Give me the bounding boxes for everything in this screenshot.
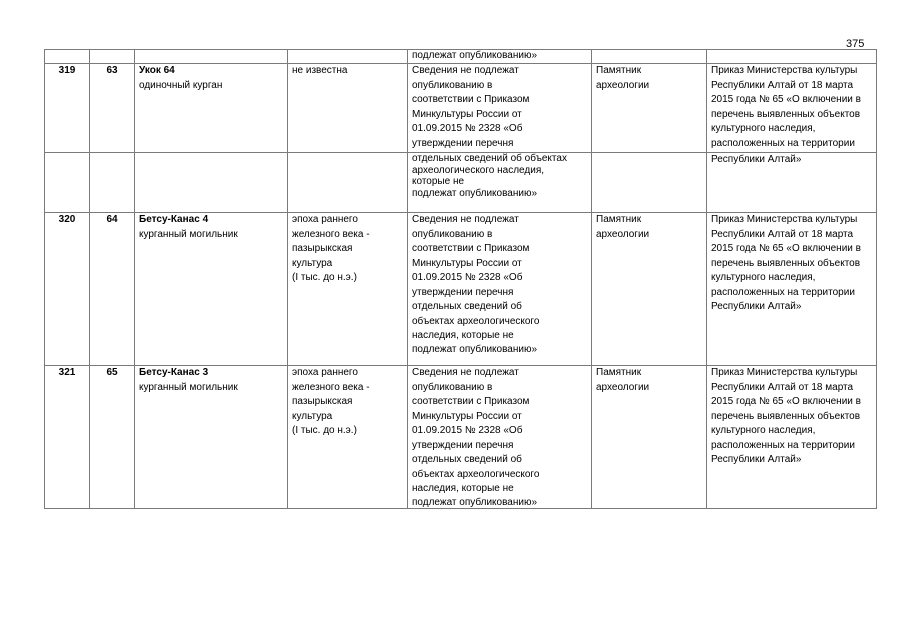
info-cell bbox=[408, 64, 592, 153]
reg-no-cell bbox=[45, 64, 90, 153]
object-name: Бетсу-Канас 4 bbox=[139, 214, 209, 225]
info-text-tail: подлежат опубликованию» bbox=[412, 343, 538, 355]
local-no-cell bbox=[90, 366, 135, 509]
carry-over-row bbox=[45, 50, 877, 64]
reg-no-cell bbox=[45, 213, 90, 366]
name-cell bbox=[135, 366, 288, 509]
reg-no-cell bbox=[45, 50, 90, 64]
local-no: 65 bbox=[106, 367, 118, 378]
reg-no: 320 bbox=[58, 214, 76, 225]
document-cell bbox=[707, 366, 877, 509]
name-cell bbox=[135, 153, 288, 213]
dating-cell bbox=[288, 213, 408, 366]
dating-text: эпоха раннего железного века - пазырыкская культура (I тыс. до н.э.) bbox=[292, 214, 370, 283]
local-no: 64 bbox=[106, 214, 118, 225]
table-row bbox=[45, 213, 877, 366]
info-text: Сведения не подлежат опубликованию в соответствии с Приказом Минкультуры России от 01.09.2015 № 2328 «Об утверждении перечня отдельных сведений об объектах археологического наследия, которые не bbox=[412, 367, 540, 494]
local-no-cell bbox=[90, 213, 135, 366]
dating-cell bbox=[288, 153, 408, 213]
info-cell bbox=[408, 366, 592, 509]
reg-no-cell bbox=[45, 366, 90, 509]
document-cell bbox=[707, 64, 877, 153]
info-text-tail: подлежат опубликованию» bbox=[412, 496, 538, 508]
object-name: Укок 64 bbox=[139, 65, 175, 76]
local-no: 63 bbox=[106, 65, 118, 76]
category-cell bbox=[592, 213, 707, 366]
heritage-registry-table bbox=[44, 49, 877, 509]
document-cell bbox=[707, 213, 877, 366]
local-no-cell bbox=[90, 64, 135, 153]
dating-text: не известна bbox=[292, 65, 348, 76]
local-no-cell bbox=[90, 50, 135, 64]
info-cell bbox=[408, 213, 592, 366]
document-text: Приказ Министерства культуры Республики Алтай от 18 марта 2015 года № 65 «О включении в перечень выявленных объектов культурного наследия, расположенных на территории bbox=[711, 65, 861, 149]
document-cell bbox=[707, 50, 877, 64]
table-row bbox=[45, 366, 877, 509]
dating-text: эпоха раннего железного века - пазырыкская культура (I тыс. до н.э.) bbox=[292, 367, 370, 436]
info-cell bbox=[408, 153, 592, 213]
name-cell bbox=[135, 213, 288, 366]
object-kind: одиночный курган bbox=[139, 79, 223, 91]
document-text: Приказ Министерства культуры Республики Алтай от 18 марта 2015 года № 65 «О включении в перечень выявленных объектов культурного наследия, расположенных на территории Республики Алтай» bbox=[711, 214, 861, 312]
reg-no: 321 bbox=[58, 367, 76, 378]
info-text: подлежат опубликованию» bbox=[412, 50, 538, 61]
info-text: отдельных сведений об объектах археологического наследия, которые не подлежат опубликованию» bbox=[412, 153, 567, 199]
page-number: 375 bbox=[846, 38, 865, 50]
object-kind: курганный могильник bbox=[139, 381, 238, 393]
table-row-continuation bbox=[45, 153, 877, 213]
category-text: Памятник археологии bbox=[596, 214, 650, 240]
category-text: Памятник археологии bbox=[596, 65, 650, 91]
info-cell bbox=[408, 50, 592, 64]
reg-no: 319 bbox=[58, 65, 76, 76]
info-text: Сведения не подлежат опубликованию в соответствии с Приказом Минкультуры России от 01.09.2015 № 2328 «Об утверждении перечня отдельных сведений об объектах археологического наследия, которые не bbox=[412, 214, 540, 341]
document-text: Республики Алтай» bbox=[711, 154, 802, 165]
category-cell bbox=[592, 64, 707, 153]
name-cell bbox=[135, 64, 288, 153]
dating-cell bbox=[288, 366, 408, 509]
reg-no-cell bbox=[45, 153, 90, 213]
category-cell bbox=[592, 153, 707, 213]
dating-cell bbox=[288, 64, 408, 153]
dating-cell bbox=[288, 50, 408, 64]
object-kind: курганный могильник bbox=[139, 228, 238, 240]
document-text: Приказ Министерства культуры Республики Алтай от 18 марта 2015 года № 65 «О включении в перечень выявленных объектов культурного наследия, расположенных на территории Республики Алтай» bbox=[711, 367, 861, 465]
name-cell bbox=[135, 50, 288, 64]
local-no-cell bbox=[90, 153, 135, 213]
table-row bbox=[45, 64, 877, 153]
info-text: Сведения не подлежат опубликованию в соответствии с Приказом Минкультуры России от 01.09.2015 № 2328 «Об утверждении перечня bbox=[412, 65, 530, 149]
category-text: Памятник археологии bbox=[596, 367, 650, 393]
object-name: Бетсу-Канас 3 bbox=[139, 367, 209, 378]
category-cell bbox=[592, 50, 707, 64]
document-cell bbox=[707, 153, 877, 213]
category-cell bbox=[592, 366, 707, 509]
